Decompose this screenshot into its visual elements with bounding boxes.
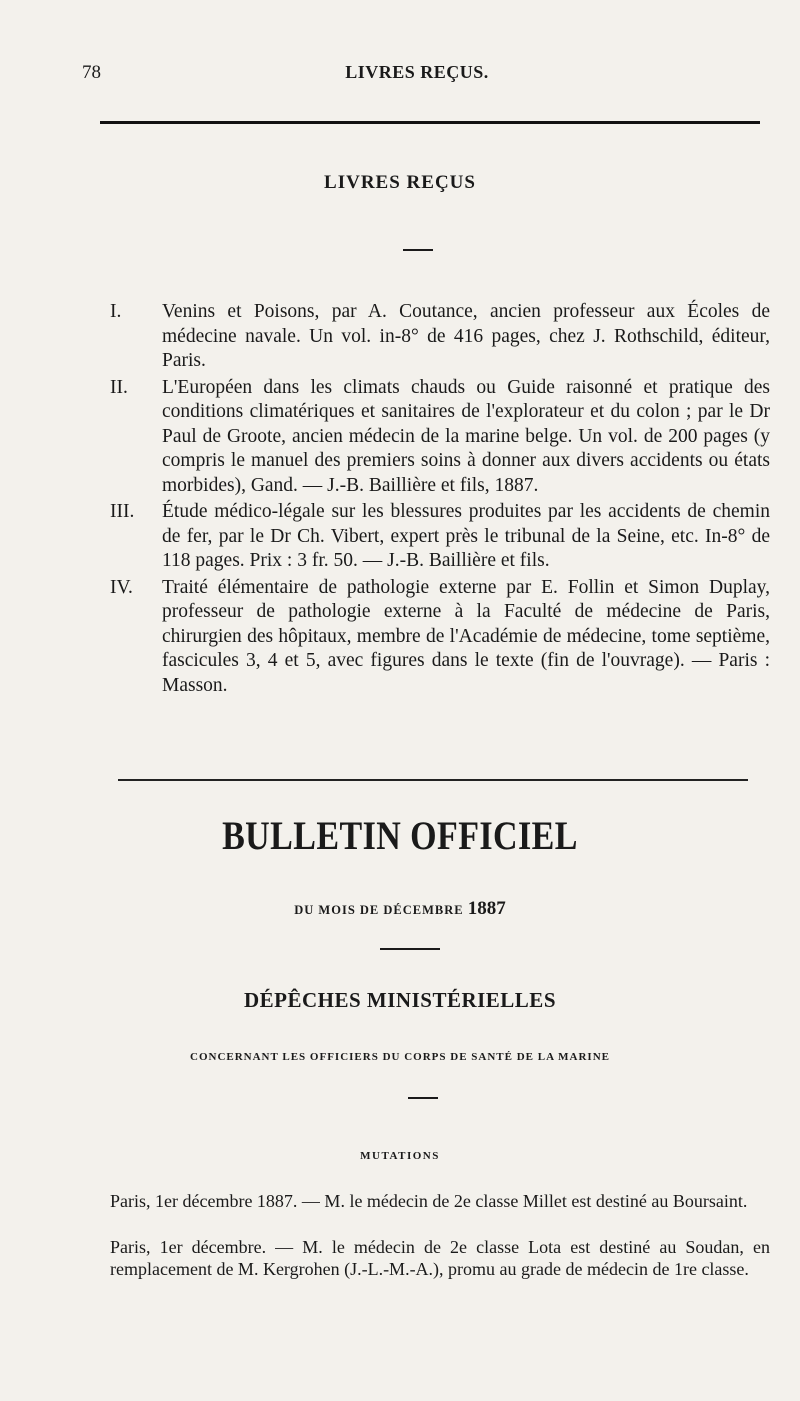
depeches-title: DÉPÊCHES MINISTÉRIELLES [243, 988, 556, 1012]
mutations-divider [408, 1097, 438, 1099]
mutation-entry: Paris, 1er décembre. — M. le médecin de 2e classe Lota est destiné au Soudan, en remplacement de M. Kergrohen (J.-L.-M.-A.), promu au grade de médecin de 1re classe. [110, 1237, 770, 1279]
running-head [82, 62, 752, 86]
section-separator [118, 779, 748, 781]
list-item [110, 300, 770, 374]
item-numeral: II. [110, 376, 128, 398]
item-text: L'Européen dans les climats chauds ou Guide raisonné et pratique des conditions climatériques et sanitaires de l'explorateur et du colon ; par le Dr Paul de Groote, ancien médecin de la marine belge. Un vol. de 200 pages (y compris le manuel des premiers soins à donner aux divers accidents ou états morbides), Gand. — J.-B. Baillière et fils, 1887. [162, 376, 770, 496]
bulletin-title: BULLETIN OFFICIEL [222, 813, 578, 858]
bulletin-month [0, 898, 800, 920]
item-numeral: IV. [110, 576, 133, 598]
item-numeral: I. [110, 301, 122, 322]
item-text: Traité élémentaire de pathologie externe par E. Follin et Simon Duplay, professeur de pathologie externe à la Faculté de médecine de Paris, chirurgien des hôpitaux, membre de l'Académie de médecine, tome septième, fascicules 3, 4 et 5, avec figures dans le texte (fin de l'ouvrage). — Paris : Masson. [162, 576, 770, 696]
concernant-subtitle: CONCERNANT LES OFFICIERS DU CORPS DE SANTÉ DE LA MARINE [190, 1051, 610, 1063]
bulletin-divider [380, 948, 440, 950]
running-title: LIVRES REÇUS. [345, 62, 489, 82]
list-item [110, 376, 770, 499]
book-list [110, 300, 770, 700]
month-prefix: DU MOIS DE DÉCEMBRE [294, 903, 464, 917]
page-number: 78 [82, 62, 101, 83]
mutations-heading: MUTATIONS [360, 1150, 440, 1162]
section-divider [403, 249, 433, 251]
bulletin-year: 1887 [467, 898, 506, 919]
list-item [110, 576, 770, 699]
section-title: LIVRES REÇUS [324, 172, 476, 193]
item-text: Venins et Poisons, par A. Coutance, ancien professeur aux Écoles de médecine navale. Un vol. in-8° de 416 pages, chez J. Rothschild, éditeur, Paris. [162, 301, 770, 371]
item-numeral: III. [110, 501, 135, 522]
mutation-entry: Paris, 1er décembre 1887. — M. le médecin de 2e classe Millet est destiné au Boursaint. [110, 1191, 748, 1211]
list-item [110, 500, 770, 574]
header-rule [100, 121, 760, 124]
item-text: Étude médico-légale sur les blessures produites par les accidents de chemin de fer, par le Dr Ch. Vibert, expert près le tribunal de la Seine, etc. In-8° de 118 pages. Prix : 3 fr. 50. — J.-B. Baillière et fils. [162, 501, 770, 571]
